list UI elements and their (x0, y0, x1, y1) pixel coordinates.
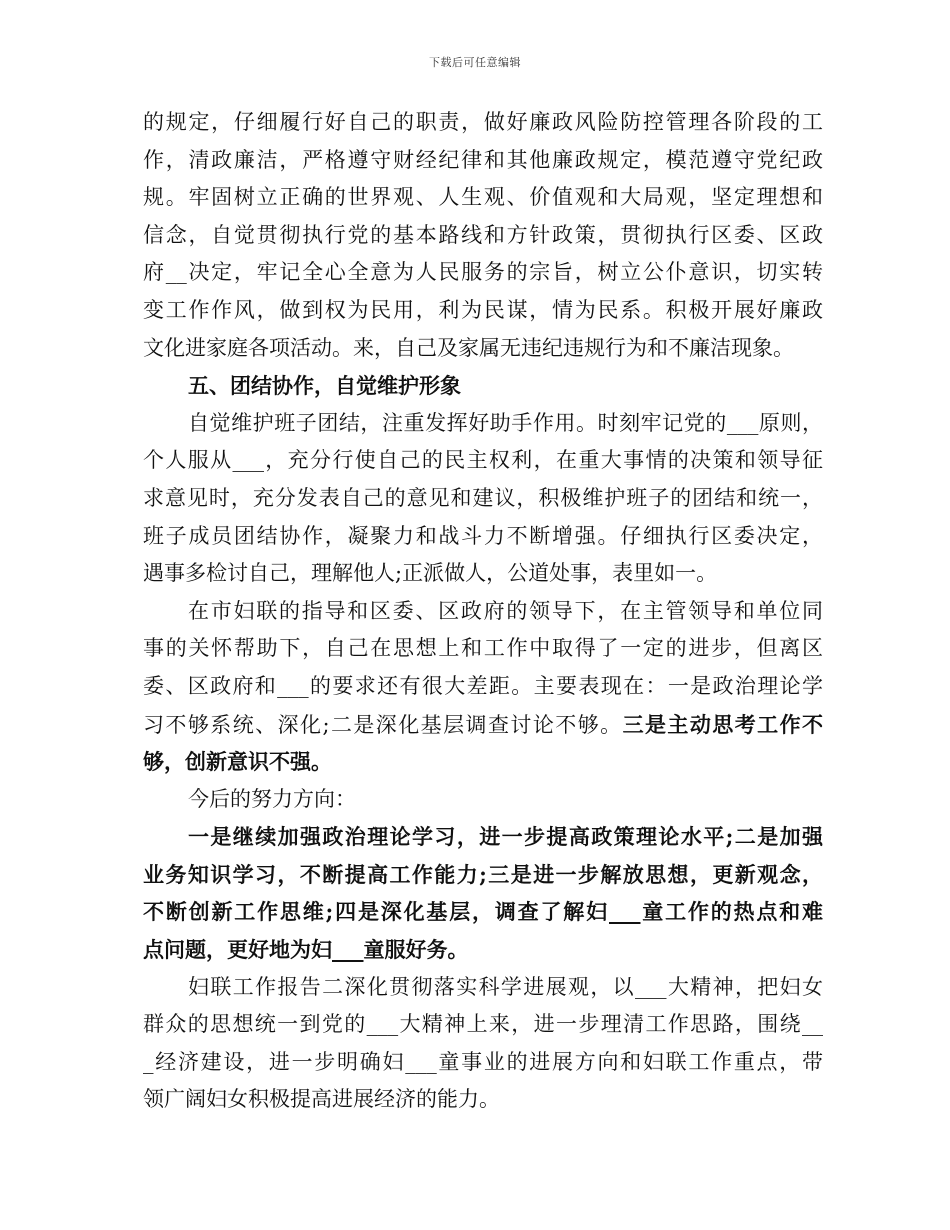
body-line: 一是继续加强政治理论学习，进一步提高政策理论水平;二是加强 (188, 824, 823, 850)
body-line: 妇联工作报告二深化贯彻落实科学进展观，以___大精神，把妇女 (188, 974, 823, 999)
body-line: 今后的努力方向： (188, 786, 356, 811)
body-line: _经济建设，进一步明确妇___童事业的进展方向和妇联工作重点，带 (143, 1049, 823, 1074)
body-line: 自觉维护班子团结，注重发挥好助手作用。时刻牢记党的___原则， (188, 410, 823, 435)
document-body (143, 104, 823, 1119)
body-line: 班子成员团结协作，凝聚力和战斗力不断增强。仔细执行区委决定， (143, 523, 823, 548)
section-heading: 五、团结协作，自觉维护形象 (188, 373, 461, 399)
body-line: 求意见时，充分发表自己的意见和建议，积极维护班子的团结和统一， (143, 485, 823, 510)
body-line: 的规定，仔细履行好自己的职责，做好廉政风险防控管理各阶段的工 (143, 110, 823, 134)
body-line: 变工作作风，做到权为民用，利为民谋，情为民系。积极开展好廉政 (143, 297, 823, 322)
body-line: 事的关怀帮助下，自己在思想上和工作中取得了一定的进步，但离区 (143, 636, 823, 661)
body-line: 领广阔妇女积极提高进展经济的能力。 (143, 1087, 500, 1112)
body-line: 在市妇联的指导和区委、区政府的领导下，在主管领导和单位同 (188, 598, 823, 623)
body-line: 群众的思想统一到党的___大精神上来，进一步理清工作思路，围绕__ (143, 1012, 823, 1037)
body-line: 点问题，更好地为妇___童服好务。 (143, 937, 469, 963)
body-line: 个人服从___，充分行使自己的民主权利，在重大事情的决策和领导征 (143, 448, 823, 473)
body-line: 作，清政廉洁，严格遵守财经纪律和其他廉政规定，模范遵守党纪政 (143, 147, 823, 172)
body-line (143, 706, 823, 744)
body-bold-text: 三是主动思考工作不 (622, 711, 824, 737)
body-line: 府__决定，牢记全心全意为人民服务的宗旨，树立公仆意识，切实转 (143, 260, 823, 285)
body-line: 规。牢固树立正确的世界观、人生观、价值观和大局观，坚定理想和 (143, 185, 823, 210)
page-header-note: 下载后可任意编辑 (429, 56, 521, 69)
body-line: 够，创新意识不强。 (143, 749, 332, 775)
body-text: 习不够系统、深化;二是深化基层调查讨论不够。 (143, 712, 623, 737)
body-line: 业务知识学习，不断提高工作能力;三是进一步解放思想，更新观念， (143, 861, 823, 887)
body-line: 信念，自觉贯彻执行党的基本路线和方针政策，贯彻执行区委、区政 (143, 222, 823, 247)
body-line: 文化进家庭各项活动。来，自己及家属无违纪违规行为和不廉洁现象。 (143, 335, 794, 360)
body-line: 委、区政府和___的要求还有很大差距。主要表现在：一是政治理论学 (143, 673, 823, 698)
body-line: 遇事多检讨自己，理解他人;正派做人，公道处事，表里如一。 (143, 561, 718, 586)
body-line: 不断创新工作思维;四是深化基层，调查了解妇___童工作的热点和难 (143, 899, 823, 925)
